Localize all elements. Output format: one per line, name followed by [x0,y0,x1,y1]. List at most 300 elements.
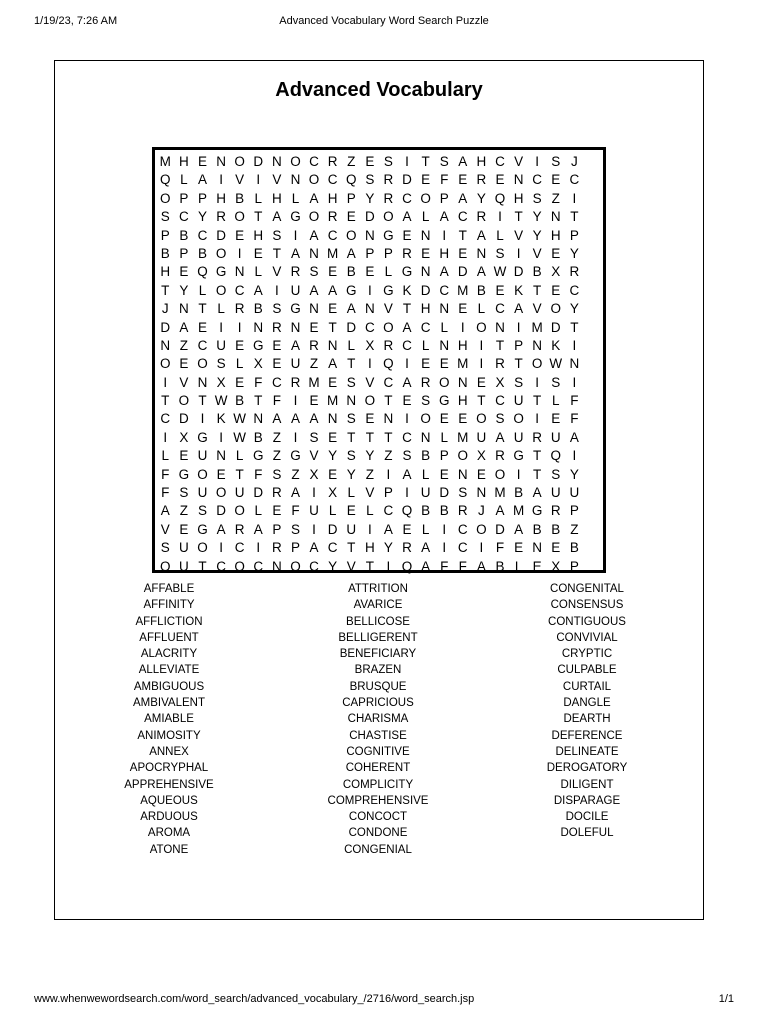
grid-letter: E [235,227,245,243]
grid-letter: C [197,227,208,243]
grid-letter: R [271,319,282,335]
puzzle-title: Advanced Vocabulary [275,79,483,101]
grid-letter: R [476,172,487,188]
grid-letter: D [495,521,505,537]
grid-letter: C [439,282,450,298]
grid-letter: T [533,466,542,482]
grid-letter: C [495,301,505,317]
grid-letter: O [234,209,245,225]
grid-letter: P [160,227,170,243]
grid-letter: B [179,227,189,243]
word-item: BELLICOSE [346,615,410,628]
grid-letter: Y [365,448,375,464]
grid-letter: X [495,374,505,390]
grid-letter: E [179,521,189,537]
grid-letter: L [440,319,448,335]
grid-letter: E [272,356,282,372]
grid-letter: I [479,356,484,372]
word-item: AFFLICTION [135,615,203,628]
grid-letter: R [420,374,431,390]
grid-letter: V [272,172,282,188]
grid-letter: G [513,448,524,464]
grid-letter: N [327,411,338,427]
grid-letter: S [495,411,505,427]
grid-letter: E [328,374,338,390]
grid-letter: G [438,393,450,409]
grid-row [155,282,603,300]
grid-letter: S [551,374,561,390]
grid-letter: B [421,448,431,464]
grid-letter: B [476,282,486,298]
grid-letter: T [198,301,207,317]
grid-letter: L [328,503,337,519]
grid-letter: E [439,411,449,427]
word-item: ANIMOSITY [137,729,201,742]
grid-letter: A [197,172,207,188]
grid-letter: F [161,485,170,501]
grid-letter: H [457,337,468,353]
grid-letter: I [405,411,409,427]
grid-letter: O [234,154,245,169]
grid-letter: U [309,503,319,519]
grid-letter: I [405,154,409,169]
grid-letter: E [402,393,412,409]
grid-row [155,319,603,337]
grid-letter: A [495,503,505,519]
grid-letter: V [532,245,542,261]
grid-letter: U [550,429,561,445]
word-item: DOCILE [565,811,609,824]
grid-letter: O [476,319,487,335]
grid-letter: L [421,521,430,537]
grid-letter: L [291,190,300,206]
grid-letter: C [271,374,282,390]
grid-letter: N [457,374,468,390]
grid-letter: O [308,172,320,188]
grid-letter: I [572,448,577,464]
grid-letter: L [440,429,448,445]
grid-letter: A [439,209,449,225]
word-item: CONGENIAL [344,843,412,856]
grid-letter: U [290,356,301,372]
grid-letter: B [569,540,579,556]
grid-letter: A [476,227,486,243]
grid-letter: R [327,154,338,169]
grid-letter: T [421,154,430,169]
grid-letter: E [365,264,375,280]
grid-letter: L [235,356,244,372]
grid-letter: W [493,264,507,280]
grid-letter: N [457,466,468,482]
grid-letter: H [476,154,487,169]
word-item: APPREHENSIVE [124,778,214,791]
word-item: BENEFICIARY [339,648,417,661]
grid-letter: S [272,466,282,482]
grid-letter: H [420,301,431,317]
grid-letter: D [420,282,431,298]
grid-letter: E [179,356,189,372]
grid-letter: K [514,282,524,298]
grid-letter: E [421,356,431,372]
grid-letter: V [160,521,170,537]
grid-letter: C [457,209,468,225]
grid-letter: F [440,558,449,574]
grid-letter: H [271,190,282,206]
word-item: CONTIGUOUS [548,615,626,628]
grid-letter: I [274,282,279,298]
grid-letter: T [161,393,170,409]
grid-letter: E [328,301,338,317]
grid-letter: E [476,374,486,390]
grid-letter: C [495,393,505,409]
grid-letter: F [440,172,449,188]
grid-letter: N [439,337,450,353]
grid-letter: E [458,301,468,317]
grid-letter: R [457,503,468,519]
grid-letter: R [532,429,543,445]
grid-letter: Z [179,337,189,353]
grid-letter: I [386,466,391,482]
grid-letter: Z [365,466,374,482]
grid-letter: E [421,245,431,261]
grid-letter: E [253,245,263,261]
word-item: AMBIVALENT [133,697,205,710]
grid-letter: P [439,448,449,464]
grid-letter: N [290,172,301,188]
grid-letter: J [478,503,485,519]
grid-letter: O [215,245,227,261]
grid-letter: U [420,485,431,501]
grid-letter: C [234,282,245,298]
grid-letter: M [512,503,525,519]
grid-letter: S [551,466,561,482]
word-item: BRAZEN [354,664,402,677]
word-item: ARDUOUS [140,811,198,824]
grid-letter: U [197,485,208,501]
grid-letter: E [179,448,189,464]
grid-letter: N [550,209,561,225]
grid-row [155,355,603,373]
grid-letter: B [532,264,542,280]
grid-letter: N [513,172,524,188]
grid-letter: C [402,190,412,206]
grid-letter: G [197,521,208,537]
grid-letter: G [345,282,357,298]
grid-row [155,171,603,189]
word-item: COHERENT [345,762,411,775]
grid-letter: E [235,337,245,353]
grid-letter: A [160,503,170,519]
grid-letter: O [364,393,376,409]
grid-letter: T [198,558,207,574]
grid-letter: T [365,558,374,574]
grid-letter: B [197,245,207,261]
grid-letter: V [383,301,393,317]
grid-letter: N [253,319,264,335]
grid-letter: S [179,485,189,501]
grid-letter: I [516,245,521,261]
grid-letter: E [402,521,412,537]
grid-row [155,466,603,484]
grid-letter: S [439,154,449,169]
grid-letter: H [364,540,375,556]
letter-grid [152,147,606,573]
grid-row [155,227,603,245]
grid-letter: W [549,356,563,372]
grid-letter: O [476,521,487,537]
grid-letter: E [439,466,449,482]
grid-letter: I [386,558,391,574]
grid-letter: E [458,245,468,261]
word-item: CHASTISE [349,729,407,742]
grid-letter: Y [346,466,356,482]
word-item: AMBIGUOUS [133,680,205,693]
grid-letter: C [532,172,543,188]
grid-letter: E [328,429,338,445]
word-item: DEROGATORY [546,762,628,775]
grid-letter: D [457,264,468,280]
grid-letter: E [365,411,375,427]
grid-letter: R [327,209,338,225]
grid-letter: T [254,393,263,409]
grid-letter: A [253,282,263,298]
grid-row [155,337,603,355]
grid-letter: A [421,558,431,574]
grid-letter: W [214,393,228,409]
page-number: 1/1 [718,993,734,1005]
grid-row [155,374,603,392]
print-header [34,15,734,31]
word-item: COMPLICITY [342,778,414,791]
grid-row [155,153,603,171]
grid-letter: B [514,485,524,501]
grid-letter: E [458,172,468,188]
grid-letter: V [272,264,282,280]
word-item: BRUSQUE [349,680,407,693]
grid-letter: N [420,429,431,445]
grid-letter: N [383,411,394,427]
grid-letter: Q [383,356,394,372]
grid-row [155,245,603,263]
grid-letter: V [346,558,356,574]
grid-letter: I [312,521,316,537]
grid-letter: B [439,503,449,519]
grid-letter: E [309,319,319,335]
grid-letter: E [272,503,282,519]
grid-letter: Z [272,448,281,464]
grid-letter: E [328,264,338,280]
word-item: ALLEVIATE [138,664,200,677]
puzzle-frame [54,60,704,920]
grid-letter: E [551,540,561,556]
grid-letter: S [532,190,542,206]
grid-letter: P [514,337,524,353]
grid-letter: L [198,282,207,298]
grid-letter: O [420,190,431,206]
grid-letter: C [495,154,505,169]
grid-letter: A [346,245,356,261]
grid-row [155,190,603,208]
grid-letter: T [365,429,374,445]
grid-letter: E [179,264,189,280]
grid-letter: K [551,337,561,353]
grid-letter: E [532,558,542,574]
grid-letter: R [271,485,282,501]
grid-letter: A [402,319,412,335]
grid-letter: A [272,411,282,427]
grid-letter: G [290,209,301,225]
grid-letter: E [402,227,412,243]
grid-letter: I [442,540,447,556]
grid-letter: I [256,172,261,188]
grid-letter: I [572,337,577,353]
grid-letter: N [309,245,319,261]
grid-letter: I [516,466,521,482]
grid-letter: S [346,411,356,427]
grid-letter: T [477,393,486,409]
grid-letter: Y [532,209,542,225]
grid-letter: A [346,301,356,317]
grid-letter: O [290,558,301,574]
grid-letter: C [160,411,171,427]
grid-letter: N [495,319,505,335]
grid-letter: O [383,209,394,225]
grid-letter: A [290,411,300,427]
grid-letter: T [161,282,170,298]
grid-letter: L [384,264,393,280]
grid-letter: B [235,393,245,409]
grid-letter: D [327,521,338,537]
grid-letter: D [216,227,226,243]
grid-letter: P [383,485,393,501]
grid-letter: F [254,466,263,482]
grid-letter: R [383,337,394,353]
grid-letter: E [197,154,207,169]
word-column-2 [278,581,478,858]
grid-letter: B [253,429,263,445]
grid-letter: G [215,264,227,280]
grid-letter: B [495,558,505,574]
grid-letter: I [460,319,465,335]
word-item: COMPREHENSIVE [327,794,429,807]
grid-letter: I [163,429,168,445]
grid-letter: C [327,172,338,188]
grid-letter: T [458,227,467,243]
grid-letter: M [531,319,543,335]
grid-letter: O [438,374,450,390]
grid-letter: O [345,227,357,243]
grid-letter: G [290,448,301,464]
grid-letter: C [327,227,338,243]
grid-letter: D [160,319,171,335]
grid-letter: C [253,558,264,574]
grid-letter: R [234,521,245,537]
grid-letter: E [495,282,505,298]
grid-letter: I [256,540,261,556]
word-item: CAPRICIOUS [342,697,414,710]
grid-letter: R [383,172,394,188]
grid-letter: L [347,485,355,501]
grid-letter: L [347,337,355,353]
grid-letter: I [516,319,521,335]
grid-letter: L [254,264,263,280]
grid-letter: N [327,337,338,353]
grid-letter: O [550,301,562,317]
grid-letter: R [234,301,245,317]
grid-letter: O [234,558,245,574]
grid-letter: H [439,245,450,261]
grid-letter: N [179,301,189,317]
grid-letter: O [215,485,227,501]
word-item: DELINEATE [555,745,619,758]
grid-letter: D [513,264,524,280]
word-item: CULPABLE [557,664,617,677]
grid-letter: R [495,448,505,464]
grid-letter: Z [384,448,393,464]
grid-letter: G [197,429,208,445]
grid-letter: R [309,337,319,353]
grid-letter: A [495,429,505,445]
grid-letter: D [346,319,357,335]
grid-letter: D [179,411,189,427]
grid-letter: L [161,448,170,464]
grid-letter: Y [569,245,579,261]
grid-letter: M [159,154,171,169]
grid-letter: G [290,301,301,317]
grid-letter: T [384,393,393,409]
grid-letter: X [216,374,226,390]
grid-letter: I [442,521,447,537]
grid-letter: O [178,393,190,409]
grid-letter: A [290,485,300,501]
grid-letter: P [197,190,207,206]
grid-letter: A [421,540,431,556]
grid-letter: C [420,319,431,335]
grid-letter: F [291,503,300,519]
grid-letter: A [514,521,524,537]
grid-letter: C [569,172,580,188]
grid-letter: M [457,356,469,372]
grid-letter: E [551,245,561,261]
grid-letter: I [572,374,577,390]
grid-letter: T [198,393,207,409]
word-item: DANGLE [563,697,611,710]
grid-row [155,521,603,539]
word-item: CONGENITAL [550,583,624,595]
grid-letter: I [237,319,242,335]
grid-letter: T [570,209,579,225]
grid-letter: N [216,448,226,464]
grid-letter: C [216,558,226,574]
grid-letter: R [569,264,580,280]
grid-letter: N [271,154,282,169]
grid-letter: E [514,540,524,556]
grid-letter: W [233,429,247,445]
grid-letter: T [347,540,356,556]
grid-letter: N [476,485,487,501]
grid-letter: X [253,356,263,372]
grid-letter: A [532,485,542,501]
grid-letter: D [253,154,264,169]
word-item: CURTAIL [562,680,612,693]
grid-letter: L [421,209,430,225]
grid-letter: R [271,540,282,556]
grid-letter: E [197,319,207,335]
grid-letter: A [309,190,319,206]
grid-letter: N [197,374,208,390]
grid-letter: T [495,337,505,353]
word-item: BELLIGERENT [338,631,418,644]
